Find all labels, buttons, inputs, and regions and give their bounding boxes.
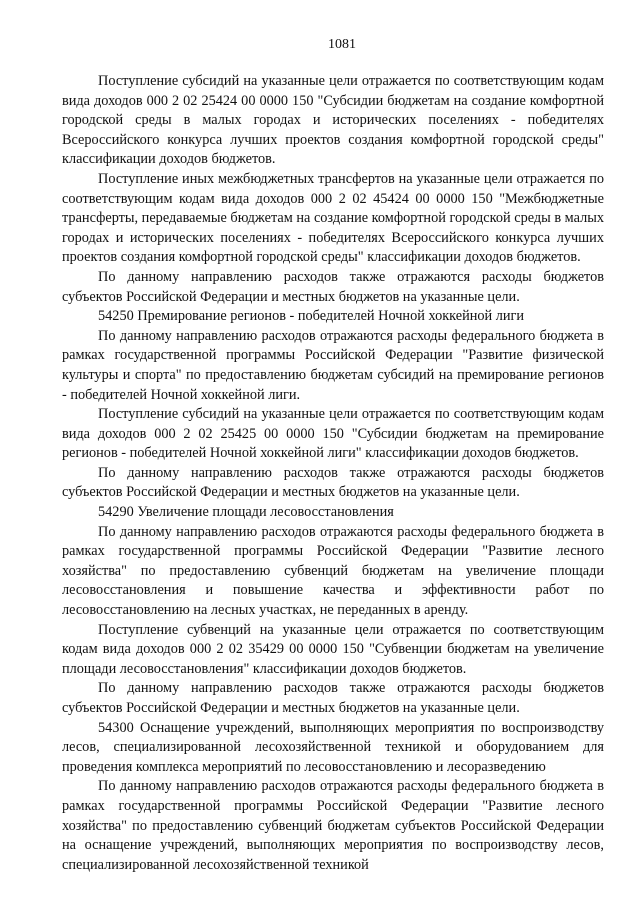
paragraph: Поступление субсидий на указанные цели отражается по соответствующим кодам вида доходов 000 2 02 25425 00 0000 150 "Субсидии бюджетам на премирование регионов - победителей Ночной хоккейной лиги" классификации доходов бюджетов. [62,406,604,462]
paragraph: По данному направлению расходов отражаются расходы федерального бюджета в рамках государственной программы Российской Федерации "Развитие лесного хозяйства" по предоставлению субвенций бюджетам субъектов Российской Федерации на оснащение учреждений, выполняющих мероприятия по воспроизводству лесов, специализированной лесохозяйственной техникой [62,778,604,873]
paragraph: По данному направлению расходов отражаются расходы федерального бюджета в рамках государственной программы Российской Федерации "Развитие физической культуры и спорта" по предоставлению бюджетам субсидий на премирование регионов - победителей Ночной хоккейной лиги. [62,327,604,403]
paragraph: По данному направлению расходов также отражаются расходы бюджетов субъектов Российской Федерации и местных бюджетов на указанные цели. [62,464,604,501]
paragraph: Поступление субсидий на указанные цели отражается по соответствующим кодам вида доходов 000 2 02 25424 00 0000 150 "Субсидии бюджетам на создание комфортной городской среды в малых городах и исторических поселениях - победителях Всероссийского конкурса лучших проектов создания комфортной городской среды" классификации доходов бюджетов. [62,73,604,168]
page-number: 1081 [328,37,356,52]
paragraph: Поступление иных межбюджетных трансфертов на указанные цели отражается по соответствующим кодам вида доходов 000 2 02 45424 00 0000 150 "Межбюджетные трансферты, передаваемые бюджетам на создание комфортной городской среды в малых городах и исторических поселениях - победителях Всероссийского конкурса лучших проектов создания комфортной городской среды" классификации доходов бюджетов. [62,170,604,266]
paragraph: По данному направлению расходов также отражаются расходы бюджетов субъектов Российской Федерации и местных бюджетов на указанные цели. [62,268,604,305]
section-heading-54250: 54250 Премирование регионов - победителей Ночной хоккейной лиги [98,308,525,325]
paragraph: По данному направлению расходов также отражаются расходы бюджетов субъектов Российской Федерации и местных бюджетов на указанные цели. [62,680,604,716]
section-heading-54290: 54290 Увеличение площади лесовосстановления [98,504,394,521]
section-heading-54300: 54300 Оснащение учреждений, выполняющих мероприятия по воспроизводству лесов, специализированной лесохозяйственной техникой и оборудованием для проведения комплекса мероприятий по лесовосстановлению и лесоразведению [62,719,604,775]
paragraph: Поступление субвенций на указанные цели отражается по соответствующим кодам вида доходов 000 2 02 35429 00 0000 150 "Субвенции бюджетам на увеличение площади лесовосстановления" классификации доходов бюджетов. [62,621,604,677]
paragraph: По данному направлению расходов отражаются расходы федерального бюджета в рамках государственной программы Российской Федерации "Развитие лесного хозяйства" по предоставлению субвенций бюджетам на увеличение площади лесовосстановления и повышение качества и эффективности работ по лесовосстановлению на лесных участках, не переданных в аренду. [62,523,604,619]
